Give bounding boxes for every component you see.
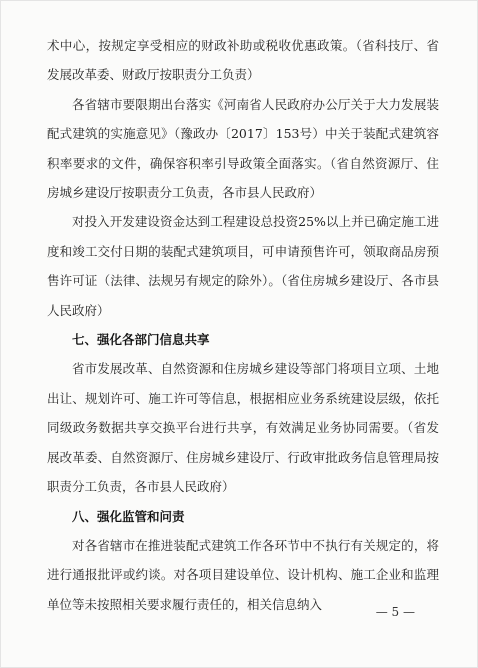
paragraph-info-sharing: 省市发展改革、自然资源和住房城乡建设等部门将项目立项、土地出让、规划许可、施工许可等信息，根据相应业务系统建设层级，依托同级政务数据共享交换平台进行共享，有效满足业务协同需要。（省发展改革委、自然资源厅、住房城乡建设厅、行政审批政务信息管理局按职责分工负责，各市县人民政府）: [47, 361, 439, 495]
paragraph-presale-permit: 对投入开发建设资金达到工程建设总投资25%以上并已确定施工进度和竣工交付日期的装配式建筑项目，可申请预售许可，领取商品房预售许可证（法律、法规另有规定的除外）。（省住房城乡建设厅、各市县人民政府）: [47, 214, 439, 318]
section-heading-7: 七、强化各部门信息共享: [72, 332, 210, 348]
document-body: [47, 31, 439, 619]
section-heading-8: 八、强化监管和问责: [72, 508, 185, 524]
page-number: — 5 —: [375, 605, 415, 619]
paragraph-floor-area-ratio: 各省辖市要限期出台落实《河南省人民政府办公厅关于大力发展装配式建筑的实施意见》（豫政办〔2017〕153号）中关于装配式建筑容积率要求的文件，确保容积率引导政策全面落实。（省自然资源厅、住房城乡建设厅按职责分工负责，各市县人民政府）: [47, 96, 439, 201]
paragraph-supervision: 对各省辖市在推进装配式建筑工作各环节中不执行有关规定的，将进行通报批评或约谈。对各项目建设单位、设计机构、施工企业和监理单位等未按照相关要求履行责任的，相关信息纳入: [47, 537, 439, 612]
paragraph-continued: 术中心，按规定享受相应的财政补助或税收优惠政策。（省科技厅、省发展改革委、财政厅按职责分工负责）: [47, 38, 439, 83]
